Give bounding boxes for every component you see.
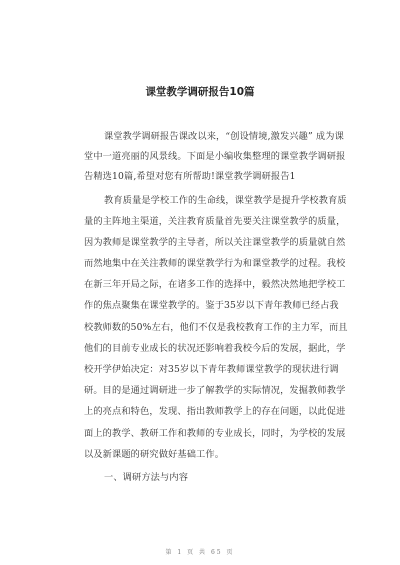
page-title: 课堂教学调研报告10篇 bbox=[145, 86, 255, 98]
paragraph-line: 研。目的是通过调研进一步了解教学的实际情况，发掘教师教学 bbox=[84, 385, 346, 396]
paragraph-line: 量的主阵地主渠道，关注教育质量首先要关注课堂教学的质量， bbox=[84, 216, 346, 227]
paragraph-line: 课堂教学调研报告课改以来，“创设情境,激发兴趣” 成为课 bbox=[104, 131, 344, 142]
paragraph-line: 以及新课题的研究做好基础工作。 bbox=[84, 449, 225, 460]
section-heading: 一、调研方法与内容 bbox=[104, 472, 189, 483]
page-footer: 第 1 页 共 65 页 bbox=[165, 549, 235, 556]
paragraph-line: 教育质量是学校工作的生命线，课堂教学是提升学校教育质 bbox=[104, 195, 347, 206]
paragraph-line: 因为教师是课堂教学的主导者，所以关注课堂教学的质量就自然 bbox=[84, 237, 346, 248]
paragraph-line: 面上的教学、教研工作和教师的专业成长，同时，为学校的发展 bbox=[84, 428, 346, 439]
paragraph-line: 堂中一道亮丽的风景线。下面是小编收集整理的课堂教学调研报 bbox=[84, 151, 346, 162]
paragraph-line: 校教师数的50%左右，他们不仅是我校教育工作的主力军，而且 bbox=[84, 322, 348, 333]
paragraph-line: 他们的目前专业成长的状况还影响着我校今后的发展，据此，学 bbox=[84, 343, 346, 354]
paragraph-line: 而然地集中在关注教师的课堂教学行为和课堂教学的过程。我校 bbox=[84, 258, 346, 269]
paragraph-line: 告精选10篇,希望对您有所帮助!课堂教学调研报告1 bbox=[84, 171, 296, 182]
paragraph-line: 在新三年开局之际，在诸多工作的选择中，毅然决然地把学校工 bbox=[84, 279, 346, 290]
paragraph-line: 作的焦点聚集在课堂教学的。鉴于35岁以下青年教师已经占我 bbox=[84, 300, 339, 311]
paragraph-line: 校开学伊始决定：对35岁以下青年教师课堂教学的现状进行调 bbox=[84, 364, 339, 375]
paragraph-line: 上的亮点和特色，发现、指出教师教学上的存在问题，以此促进 bbox=[84, 406, 346, 417]
